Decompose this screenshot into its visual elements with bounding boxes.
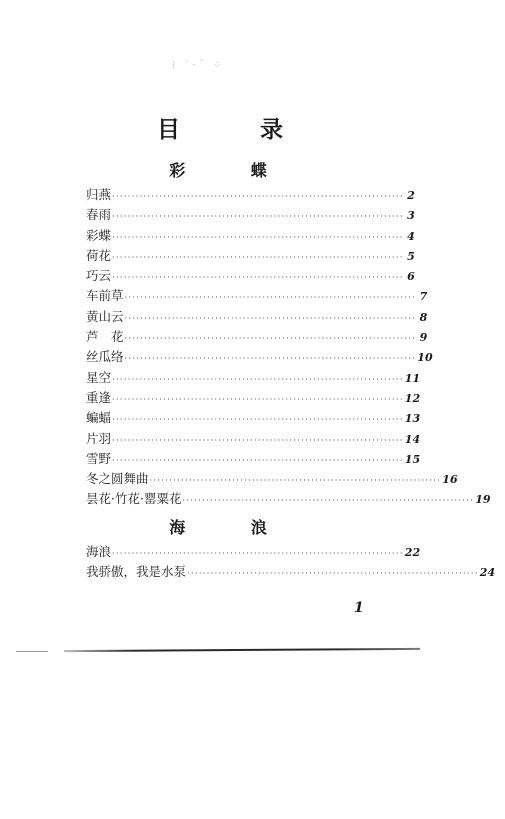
- toc-entry-page: 8: [419, 310, 428, 324]
- leader-dots: ··········································································: [182, 496, 475, 506]
- toc-entry-title: 荷花: [86, 247, 112, 263]
- toc-entry-page: 2: [407, 189, 415, 202]
- toc-entry: [86, 246, 415, 266]
- leader-dots: ··········································································: [124, 354, 417, 364]
- page-number: 1: [354, 600, 364, 616]
- toc-entry: [86, 205, 415, 225]
- leader-dots: ··········································································: [124, 293, 417, 303]
- toc-entry-title: 车前草: [86, 288, 124, 304]
- toc-entry-page: 14: [404, 432, 421, 446]
- leader-dots: ··········································································: [112, 549, 404, 558]
- scan-artifact: ⁝ ˙·ˊ ⁘: [172, 60, 225, 71]
- toc-entry-title: 冬之圆舞曲: [86, 471, 149, 487]
- section-heading-caidie: 彩 蝶: [169, 161, 297, 180]
- toc-entry-page: 5: [407, 249, 415, 263]
- toc-list-hailang: [86, 542, 496, 583]
- toc-entry: [86, 347, 433, 367]
- toc-entry-page: 3: [407, 209, 415, 223]
- toc-entry-title: 我骄傲，我是水泵: [86, 564, 187, 580]
- toc-entry: [86, 388, 421, 408]
- toc-entry-title: 重逢: [86, 389, 112, 405]
- leader-dots: ··········································································: [112, 374, 404, 384]
- toc-list-caidie: [86, 185, 491, 510]
- page-title: 目 录: [156, 116, 319, 143]
- toc-entry-page: 19: [475, 493, 491, 507]
- section-heading-hailang: 海 浪: [169, 518, 297, 537]
- toc-entry-title: 芦 花: [86, 329, 124, 345]
- toc-entry: [86, 327, 428, 347]
- toc-entry: [86, 449, 421, 469]
- toc-entry: [86, 266, 415, 286]
- toc-entry-page: 7: [419, 290, 428, 304]
- toc-entry-page: 16: [442, 473, 458, 487]
- leader-dots: ··········································································: [124, 313, 417, 323]
- toc-entry-page: 24: [479, 566, 496, 580]
- toc-entry-page: 4: [407, 229, 415, 243]
- footer-rule-short: [16, 651, 48, 652]
- leader-dots: ··········································································: [112, 415, 404, 425]
- toc-entry-page: 15: [404, 452, 421, 466]
- toc-entry-title: 黄山云: [86, 308, 124, 324]
- toc-entry: [86, 408, 421, 428]
- toc-entry-title: 丝瓜络: [86, 349, 124, 365]
- toc-entry: [86, 307, 428, 327]
- toc-entry-page: 22: [404, 546, 421, 559]
- toc-entry-page: 11: [404, 371, 421, 385]
- toc-entry-title: 海浪: [86, 544, 112, 559]
- leader-dots: ··········································································: [124, 334, 417, 344]
- toc-entry-page: 10: [417, 351, 433, 365]
- leader-dots: ··········································································: [112, 192, 404, 201]
- leader-dots: ··········································································: [149, 476, 442, 486]
- toc-entry: [86, 368, 421, 388]
- leader-dots: ··········································································: [112, 455, 404, 465]
- toc-entry-title: 雪野: [86, 450, 112, 466]
- toc-entry: [86, 226, 415, 246]
- toc-entry-page: 13: [404, 412, 421, 426]
- leader-dots: ··········································································: [112, 252, 404, 262]
- toc-entry-page: 6: [407, 270, 415, 284]
- leader-dots: ··········································································: [187, 569, 479, 579]
- footer-rule: [64, 648, 420, 652]
- toc-entry-title: 归燕: [86, 187, 112, 202]
- toc-entry: [86, 562, 496, 582]
- toc-entry-title: 春雨: [86, 207, 112, 223]
- leader-dots: ··········································································: [112, 394, 404, 404]
- toc-entry: [86, 286, 428, 306]
- leader-dots: ··········································································: [112, 212, 404, 222]
- leader-dots: ··········································································: [112, 435, 404, 445]
- toc-entry-title: 片羽: [86, 430, 112, 446]
- toc-entry-title: 昙花·竹花·罂粟花: [86, 491, 182, 507]
- toc-entry-page: 9: [419, 331, 428, 345]
- toc-entry-title: 蝙蝠: [86, 410, 112, 426]
- toc-entry-title: 巧云: [86, 268, 112, 284]
- toc-entry: [86, 489, 491, 509]
- toc-entry: [86, 469, 458, 489]
- toc-entry-page: 12: [404, 391, 421, 405]
- toc-entry-title: 彩蝶: [86, 227, 112, 243]
- toc-entry: [86, 429, 421, 449]
- toc-entry: [86, 185, 415, 205]
- leader-dots: ··········································································: [112, 273, 404, 283]
- toc-entry-title: 星空: [86, 369, 112, 385]
- toc-entry: [86, 542, 421, 562]
- leader-dots: ··········································································: [112, 232, 404, 242]
